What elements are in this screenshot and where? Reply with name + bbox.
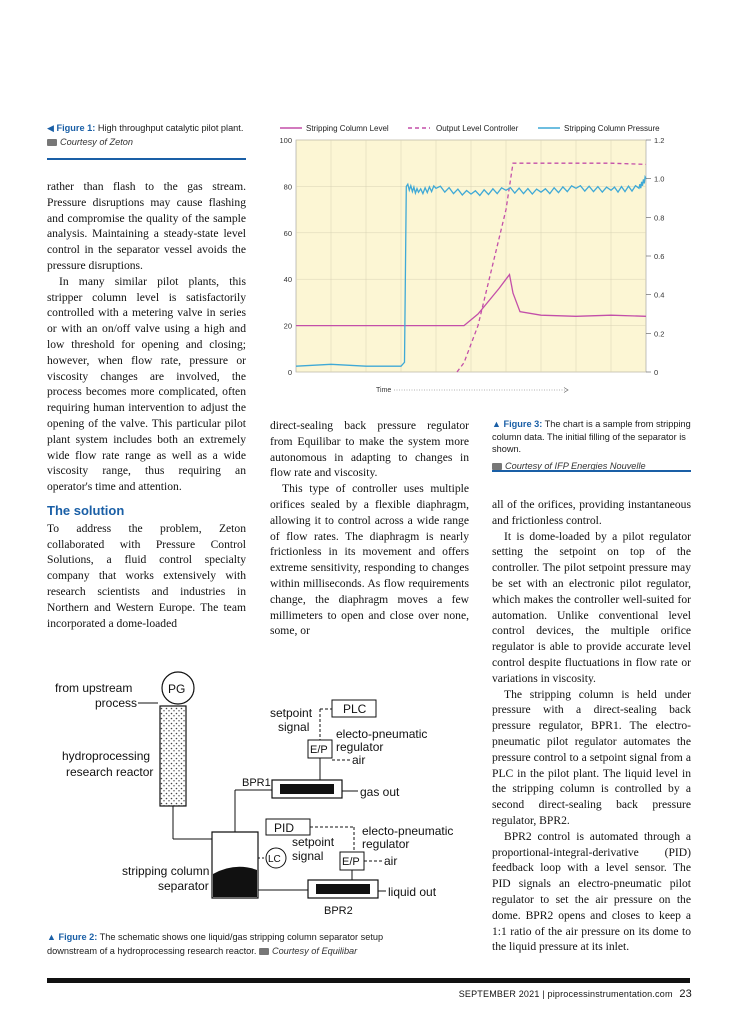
figure2-label: Figure 2: xyxy=(58,932,98,942)
col3-paragraph-4: BPR2 control is automated through a proportional-integral-derivative (PID) feedback loop with a level sensor. The PID signals an electro-pneumatic pilot regulator to set the air pressure on the dome. BPR2 opens and closes to keep a 1:1 ratio of the air pressure on its dome to the liquid pressure at its inlet. xyxy=(492,829,691,954)
triangle-up-icon: ▲ xyxy=(47,932,56,942)
figure1-label: Figure 1: xyxy=(56,123,96,133)
legend-controller-label: Output Level Controller xyxy=(436,124,519,133)
section-heading: The solution xyxy=(47,502,125,518)
camera-icon xyxy=(259,948,269,955)
right-tick-label: 0.8 xyxy=(654,213,665,223)
bpr2-diaphragm xyxy=(316,884,370,894)
right-tick-label: 0.2 xyxy=(654,329,665,339)
bpr1-diaphragm xyxy=(280,784,334,794)
label-strip-1: stripping column xyxy=(122,864,210,878)
figure2-text: The schematic shows one liquid/gas stripping column separator setup downstream of a hydroprocessing research reactor. xyxy=(47,932,384,956)
separator-liquid xyxy=(213,867,257,897)
legend-pressure-label: Stripping Column Pressure xyxy=(564,124,660,133)
figure1-rule xyxy=(47,158,246,160)
footer-sep: | xyxy=(542,989,548,999)
column-3 xyxy=(492,497,691,955)
footer-site: piprocessinstrumentation.com xyxy=(547,989,673,999)
left-tick-label: 80 xyxy=(283,182,292,192)
left-tick-label: 20 xyxy=(283,321,292,331)
label-liquid-out: liquid out xyxy=(388,885,437,899)
label-regulator1b: regulator xyxy=(336,740,384,754)
label-strip-2: separator xyxy=(158,879,209,893)
footer-bar xyxy=(47,978,690,983)
left-tick-label: 60 xyxy=(283,228,292,238)
col1-paragraph-1: rather than flash to the gas stream. Pressure disruptions may cause flashing and compromise the quality of the sample analysis. Maintaining a steady-state level control in the separator vessel avoids the pressure disruptions. xyxy=(47,180,246,272)
label-regulator2b: regulator xyxy=(362,837,410,851)
label-bpr2: BPR2 xyxy=(324,905,353,917)
column-1 xyxy=(47,179,246,631)
right-axis-ticks xyxy=(646,136,664,377)
triangle-left-icon: ◀ xyxy=(47,123,54,133)
stripping-column-chart xyxy=(268,120,708,400)
label-from-upstream: from upstream xyxy=(55,681,133,695)
right-tick-label: 0 xyxy=(654,368,659,377)
label-lc: LC xyxy=(268,854,281,865)
col2-paragraph-1: direct-sealing back pressure regulator from Equilibar to make the system more autonomous in adapting to changes in flow rate and viscosity. xyxy=(270,419,469,480)
figure3-label: Figure 3: xyxy=(503,419,543,429)
left-tick-label: 100 xyxy=(279,136,292,145)
figure1-text: High throughput catalytic pilot plant. xyxy=(97,123,244,133)
left-tick-label: 40 xyxy=(283,275,292,285)
label-signal-2: signal xyxy=(292,849,324,863)
figure2-courtesy: Courtesy of Equilibar xyxy=(271,946,358,956)
right-tick-label: 0.4 xyxy=(654,290,665,300)
figure1-courtesy: Courtesy of Zeton xyxy=(60,137,134,147)
triangle-up-icon: ▲ xyxy=(492,419,501,429)
figure3-caption xyxy=(492,418,697,472)
col2-paragraph-2: This type of controller uses multiple orifices sealed by a flexible diaphragm, allowing it to control across a wide range of flow rates. The diaphragm is nearly frictionless in its movement and offers extreme sensitivity, responding to changes within milliseconds. As flow requirements change, the diaphragm moves a few millimeters to open and close over none, some, or xyxy=(270,482,469,638)
figure3-courtesy: Courtesy of IFP Energies Nouvelle xyxy=(505,460,646,471)
footer-issue: SEPTEMBER 2021 xyxy=(458,989,540,999)
label-signal-1: signal xyxy=(278,720,310,734)
legend-level-label: Stripping Column Level xyxy=(306,124,389,133)
label-pid: PID xyxy=(274,821,295,835)
camera-icon xyxy=(47,139,57,146)
label-air-2: air xyxy=(384,854,398,868)
figure1-caption xyxy=(47,121,247,149)
separator-schematic xyxy=(40,662,480,927)
reactor-vessel xyxy=(160,706,186,806)
label-setpoint-1: setpoint xyxy=(270,706,313,720)
col1-paragraph-3: To address the problem, Zeton collaborated with Pressure Control Solutions, a fluid control specialty company that works extensively with research scientists and industries in Northern and Western Europe. The team incorporated a dome-loaded xyxy=(47,521,246,630)
page-footer xyxy=(450,988,692,1000)
right-tick-label: 1.2 xyxy=(654,136,665,145)
figure2-caption xyxy=(47,930,427,958)
label-bpr1: BPR1 xyxy=(242,777,271,789)
col1-paragraph-2: In many similar pilot plants, this stripper column level is satisfactorily controlled with a metering valve in series or with an on/off valve using a high and low threshold for opening and closing; however, when flow rate, pressure or viscosity changes are involved, the process becomes more complicated, often requiring human intervention to adjust the opening of the valve. This particular pilot plant system includes both an extremely wide flow rate range as well as a wide viscosity range, thus requiring an operator's time and attention. xyxy=(47,274,246,494)
label-regulator2a: electo-pneumatic xyxy=(362,824,454,838)
left-axis-ticks xyxy=(279,136,292,377)
figure3-text: The chart is a sample from stripping column data. The initial filling of the separator is shown. xyxy=(492,419,691,454)
label-reactor-1: hydroprocessing xyxy=(62,749,151,763)
x-axis-label: Time xyxy=(376,387,392,394)
label-reactor-2: research reactor xyxy=(66,765,154,779)
col3-paragraph-3: The stripping column is held under pressure with a direct-sealing back pressure regulator, BPR1. The electro-pneumatic pilot regulator automates the pressure control to a setpoint signal from a PLC in the pilot plant. The liquid level in the stripping column is controlled by a second direct-sealing back pressure regulator, BPR2. xyxy=(492,687,691,827)
label-regulator1a: electo-pneumatic xyxy=(336,727,428,741)
label-ep1: E/P xyxy=(310,744,328,756)
right-tick-label: 1.0 xyxy=(654,174,665,184)
col3-paragraph-2: It is dome-loaded by a pilot regulator setting the setpoint on top of the controller. The pilot setpoint pressure may be set with an electronic pilot regulator, which makes the controller well-suited for automation. Unlike conventional level control devices, the multiple orifice regulator is able to provide accurate level control despite fluctuations in flow rate or variations in viscosity. xyxy=(492,529,691,685)
camera-icon xyxy=(492,463,502,470)
col3-paragraph-1: all of the orifices, providing instantaneous and frictionless control. xyxy=(492,498,691,527)
right-tick-label: 0.6 xyxy=(654,252,665,261)
label-pg: PG xyxy=(168,682,186,696)
left-tick-label: 0 xyxy=(287,368,292,377)
label-process: process xyxy=(95,696,138,710)
label-ep2: E/P xyxy=(342,856,360,868)
page-number: 23 xyxy=(679,988,692,1000)
column-2 xyxy=(270,418,469,639)
label-plc: PLC xyxy=(343,702,367,716)
label-setpoint-2: setpoint xyxy=(292,835,335,849)
figure3-rule xyxy=(492,470,691,472)
label-air-1: air xyxy=(352,753,366,767)
label-gas-out: gas out xyxy=(360,785,400,799)
chart-legend xyxy=(280,124,660,133)
